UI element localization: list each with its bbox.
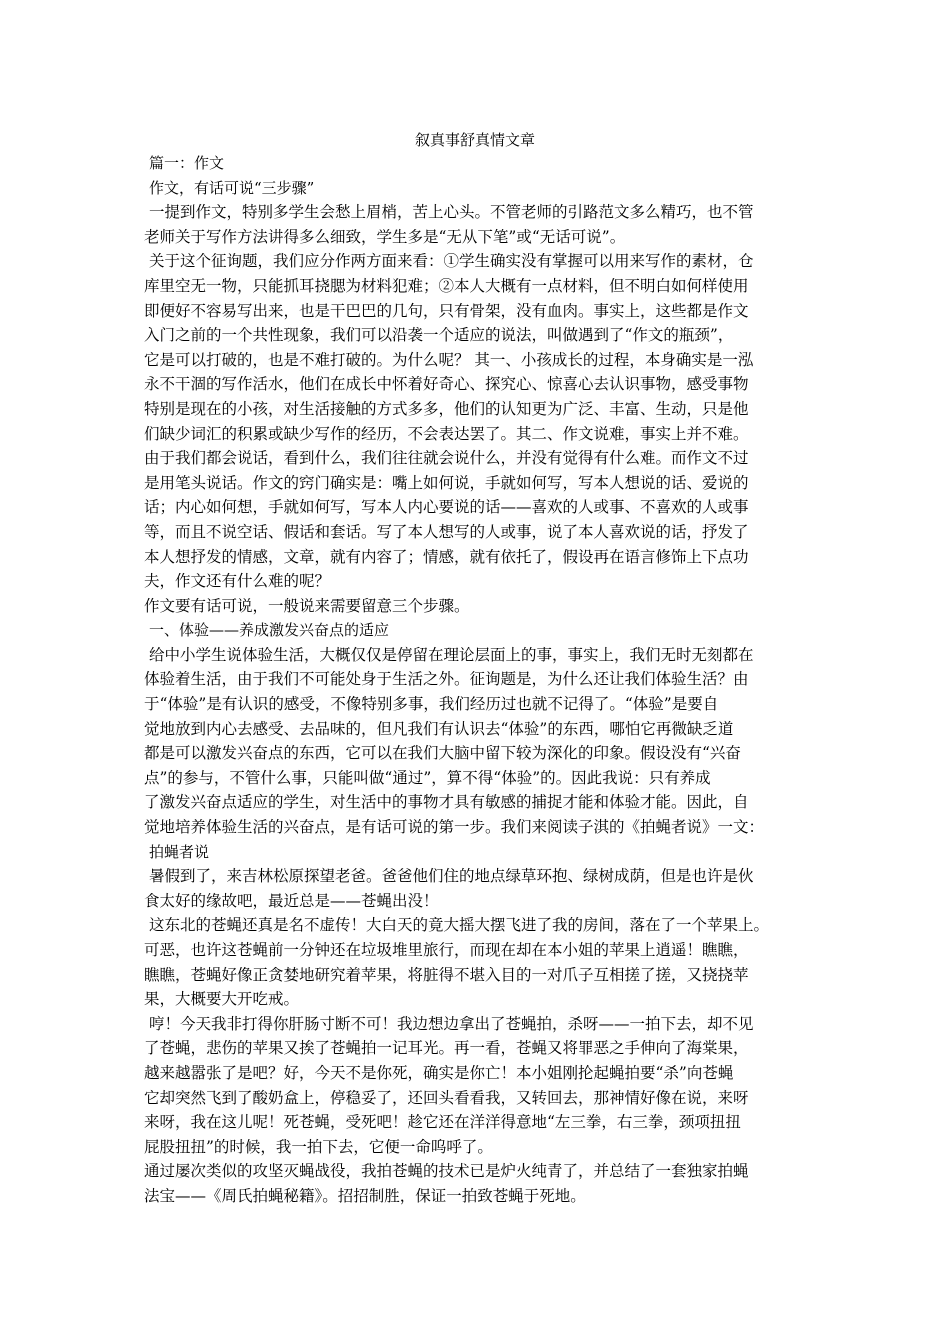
paragraph-line: 关于这个征询题，我们应分作两方面来看：①学生确实没有掌握可以用来写作的素材，仓	[149, 252, 754, 271]
paragraph-line: 于“体验”是有认识的感受，不像特别多事，我们经历过也就不记得了。“体验”是要自	[144, 695, 719, 714]
document-body	[144, 151, 824, 1209]
paragraph-line: 都是可以激发兴奋点的东西，它可以在我们大脑中留下较为深化的印象。假设没有“兴奋	[144, 744, 741, 763]
paragraph-line: 本人想抒发的情感，文章，就有内容了；情感，就有依托了，假设再在语言修饰上下点功	[144, 547, 749, 566]
paragraph-line: 它是可以打破的，也是不难打破的。为什么呢？ 其一、小孩成长的过程，本身确实是一泓	[144, 350, 754, 369]
paragraph-line: 拍蝇者说	[149, 842, 210, 861]
paragraph-line: 了苍蝇，悲伤的苹果又挨了苍蝇拍一记耳光。再一看，苍蝇又将罪恶之手伸向了海棠果，	[144, 1039, 749, 1058]
paragraph-line: 食太好的缘故吧，最近总是——苍蝇出没！	[144, 891, 439, 910]
paragraph-line: 了激发兴奋点适应的学生，对生活中的事物才具有敏感的捕捉才能和体验才能。因此，自	[144, 793, 749, 812]
paragraph-line: 给中小学生说体验生活，大概仅仅是停留在理论层面上的事，事实上，我们无时无刻都在	[149, 645, 754, 664]
paragraph-line: 体验着生活，由于我们不可能处身于生活之外。征询题是，为什么还让我们体验生活？由	[144, 670, 749, 689]
paragraph-line: 果，大概要大开吃戒。	[144, 990, 300, 1009]
paragraph-line: 作文要有话可说，一般说来需要留意三个步骤。	[144, 596, 470, 615]
paragraph-line: 屁股扭扭”的时候，我一拍下去，它便一命呜呼了。	[144, 1137, 493, 1156]
paragraph-line: 瞧瞧，苍蝇好像正贪婪地研究着苹果，将脏得不堪入目的一对爪子互相搓了搓，又挠挠苹	[144, 965, 749, 984]
paragraph-line: 觉地放到内心去感受、去品味的，但凡我们有认识去“体验”的东西，哪怕它再微缺乏道	[144, 719, 734, 738]
paragraph-line: 由于我们都会说话，看到什么，我们往往就会说什么，并没有觉得有什么难。而作文不过	[144, 449, 749, 468]
paragraph-line: 永不干涸的写作活水，他们在成长中怀着好奇心、探究心、惊喜心去认识事物，感受事物	[144, 375, 749, 394]
paragraph-line: 们缺少词汇的积累或缺少写作的经历，不会表达罢了。其二、作文说难，事实上并不难。	[144, 424, 749, 443]
paragraph-line: 一提到作文，特别多学生会愁上眉梢，苦上心头。不管老师的引路范文多么精巧，也不管	[149, 203, 754, 222]
paragraph-line: 特别是现在的小孩，对生活接触的方式多多，他们的认知更为广泛、丰富、生动，只是他	[144, 399, 749, 418]
paragraph-line: 入门之前的一个共性现象，我们可以沿袭一个适应的说法，叫做遇到了“作文的瓶颈”，	[144, 326, 734, 345]
paragraph-line: 库里空无一物，只能抓耳挠腮为材料犯难；②本人大概有一点材料，但不明白如何样使用	[144, 276, 749, 295]
paragraph-line: 哼！今天我非打得你肝肠寸断不可！我边想边拿出了苍蝇拍，杀呀——一拍下去，却不见	[149, 1014, 754, 1033]
paragraph-line: 暑假到了，来吉林松原探望老爸。爸爸他们住的地点绿草环抱、绿树成荫，但是也许是伙	[149, 867, 754, 886]
paragraph-line: 老师关于写作方法讲得多么细致，学生多是“无从下笔”或“无话可说”。	[144, 227, 626, 246]
paragraph-line: 通过屡次类似的攻坚灭蝇战役，我拍苍蝇的技术已是炉火纯青了，并总结了一套独家拍蝇	[144, 1162, 749, 1181]
paragraph-line: 话；内心如何想，手就如何写，写本人内心要说的话——喜欢的人或事、不喜欢的人或事	[144, 498, 749, 517]
paragraph-line: 觉地培养体验生活的兴奋点，是有话可说的第一步。我们来阅读子淇的《拍蝇者说》一文：	[144, 818, 765, 837]
paragraph-line: 夫，作文还有什么难的呢？	[144, 572, 331, 591]
paragraph-line: 它却突然飞到了酸奶盒上，停稳妥了，还回头看看我，又转回去，那神情好像在说，来呀	[144, 1088, 749, 1107]
paragraph-line: 来呀，我在这儿呢！死苍蝇，受死吧！趁它还在洋洋得意地“左三拳，右三拳，颈项扭扭	[144, 1113, 741, 1132]
paragraph-line: 这东北的苍蝇还真是名不虚传！大白天的竟大摇大摆飞进了我的房间，落在了一个苹果上。	[149, 916, 770, 935]
paragraph-line: 法宝——《周氏拍蝇秘籍》。招招制胜，保证一拍致苍蝇于死地。	[144, 1186, 586, 1205]
paragraph-line: 点”的参与，不管什么事，只能叫做“通过”，算不得“体验”的。因此我说：只有养成	[144, 768, 711, 787]
paragraph-line: 作文，有话可说“三步骤”	[149, 178, 315, 197]
paragraph-line: 可恶，也许这苍蝇前一分钟还在垃圾堆里旅行，而现在却在本小姐的苹果上逍遥！瞧瞧，	[144, 941, 749, 959]
paragraph-line: 越来越嚣张了是吧？好，今天不是你死，确实是你亡！本小姐刚抡起蝇拍要“杀”向苍蝇	[144, 1063, 734, 1082]
document-title: 叙真事舒真情文章	[414, 131, 535, 149]
paragraph-line: 即便好不容易写出来，也是干巴巴的几句，只有骨架，没有血肉。事实上，这些都是作文	[144, 301, 749, 320]
paragraph-line: 篇一：作文	[149, 154, 225, 172]
paragraph-line: 是用笔头说话。作文的窍门确实是：嘴上如何说，手就如何写，写本人想说的话、爱说的	[144, 473, 749, 492]
paragraph-line: 一、体验——养成激发兴奋点的适应	[149, 621, 390, 640]
paragraph-line: 等，而且不说空话、假话和套话。写了本人想写的人或事，说了本人喜欢说的话，抒发了	[144, 522, 749, 541]
